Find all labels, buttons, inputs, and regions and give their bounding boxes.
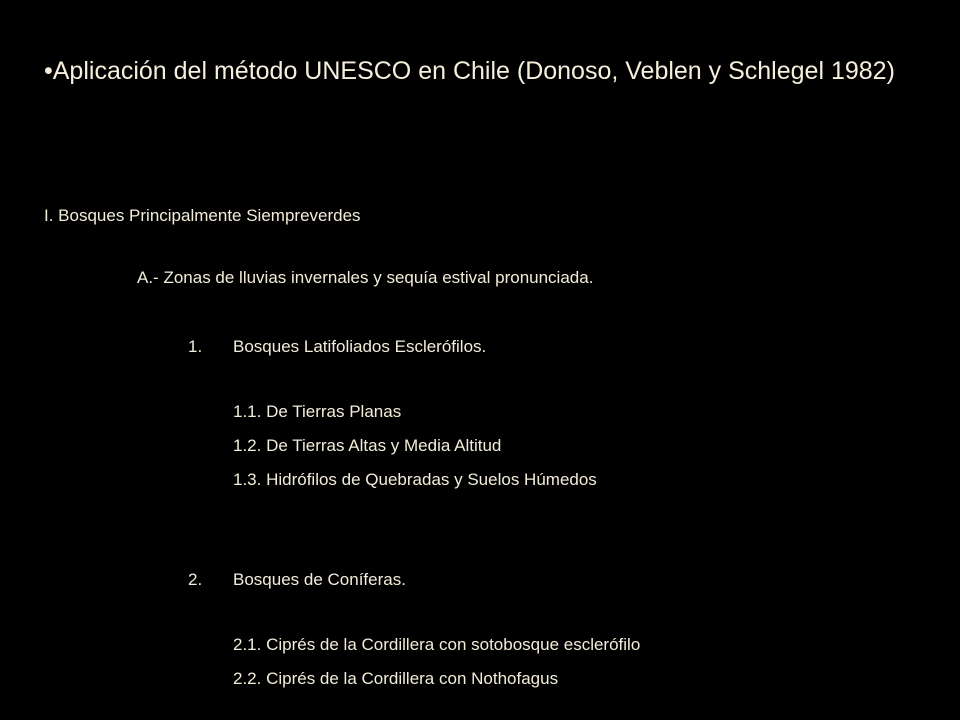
sub-list-item: 2.2. Ciprés de la Cordillera con Nothofagus: [233, 669, 559, 688]
subsection-heading: A.- Zonas de lluvias invernales y sequía estival pronunciada.: [137, 268, 594, 287]
section-heading: I. Bosques Principalmente Siempreverdes: [44, 206, 361, 225]
list-item-label: Bosques Latifoliados Esclerófilos.: [233, 337, 487, 356]
sub-list-item: 2.1. Ciprés de la Cordillera con sotobosque esclerófilo: [233, 635, 641, 654]
list-item-label: Bosques de Coníferas.: [233, 570, 406, 589]
slide-title: •Aplicación del método UNESCO en Chile (Donoso, Veblen y Schlegel 1982): [44, 57, 895, 85]
list-item-number: 1.: [188, 337, 203, 356]
sub-list-item: 1.3. Hidrófilos de Quebradas y Suelos Húmedos: [233, 470, 597, 489]
list-item-number: 2.: [188, 570, 203, 589]
sub-list-item: 1.1. De Tierras Planas: [233, 402, 402, 421]
sub-list-item: 1.2. De Tierras Altas y Media Altitud: [233, 436, 502, 455]
